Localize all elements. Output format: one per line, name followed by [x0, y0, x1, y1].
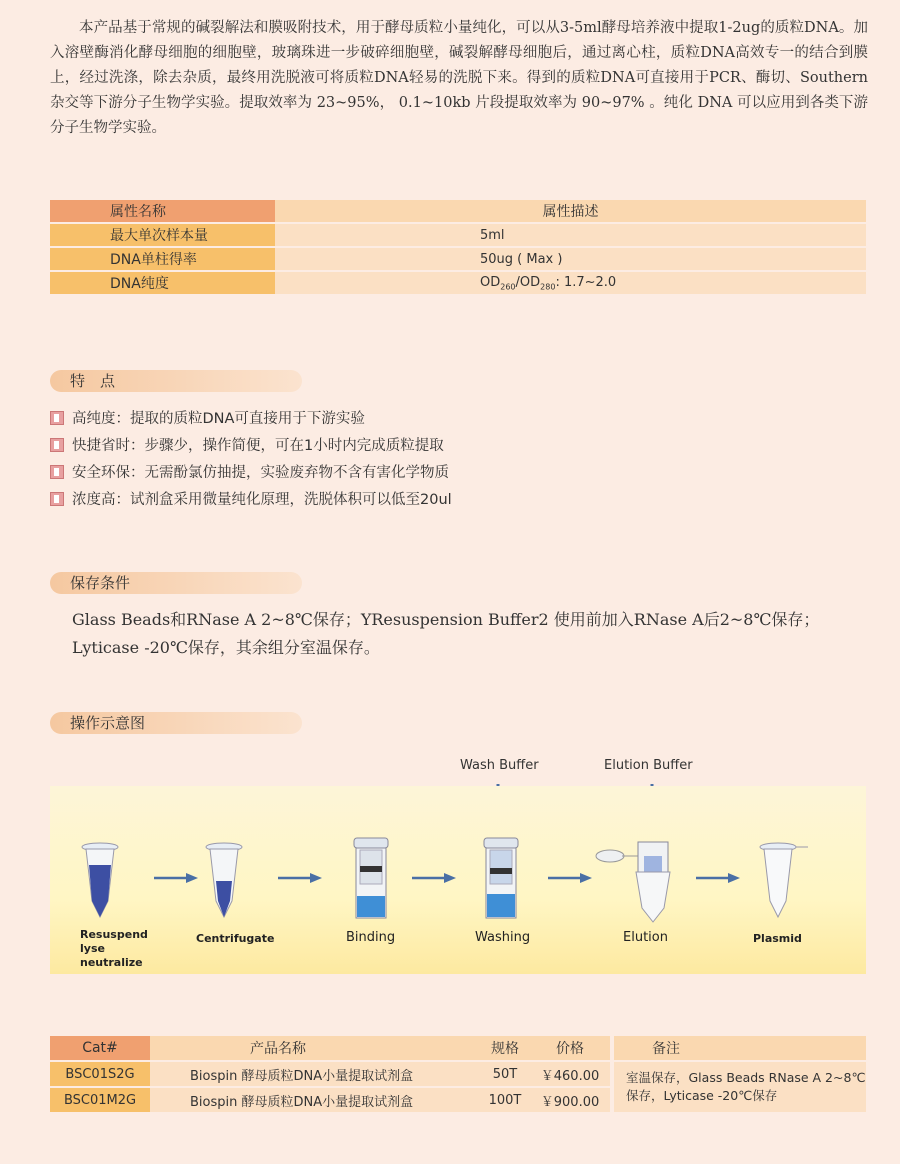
feature-item: 高纯度：提取的质粒DNA可直接用于下游实验 — [50, 410, 365, 428]
features-heading: 特 点 — [50, 370, 302, 392]
product-spec: 50T — [480, 1062, 530, 1086]
product-header-row — [50, 1036, 866, 1060]
tube-icon — [78, 841, 128, 921]
operation-diagram — [50, 786, 866, 974]
header-product-name: 产品名称 — [150, 1036, 480, 1060]
properties-row — [50, 248, 866, 270]
property-name: DNA单柱得率 — [50, 248, 275, 270]
bullet-icon — [50, 411, 64, 425]
intro-paragraph: 本产品基于常规的碱裂解法和膜吸附技术，用于酵母质粒小量纯化，可以从3-5ml酵母培养液中提取1-2ug的质粒DNA。加入溶壁酶消化酵母细胞的细胞壁，玻璃珠进一步破碎细胞壁，碱裂解酵母细胞后，通过离心柱，质粒DNA高效专一的结合到膜上，经过洗涤，除去杂质，最终用洗脱液可将质粒DNA轻易的洗脱下来。得到的质粒DNA可直接用于PCR、酶切、Southern杂交等下游分子生物学实验。提取效率为 23~95%， 0.1~10kb 片段提取效率为 90~97% 。纯化 DNA 可以应用到各类下游分子生物学实验。 — [50, 20, 868, 136]
product-price: ￥900.00 — [530, 1088, 614, 1112]
properties-header-name: 属性名称 — [50, 200, 275, 222]
header-cat: Cat# — [50, 1036, 150, 1060]
arrow-icon — [412, 871, 456, 885]
properties-header-desc: 属性描述 — [275, 200, 866, 222]
product-spec: 100T — [480, 1088, 530, 1112]
product-cat: BSC01M2G — [50, 1088, 150, 1112]
header-price: 价格 — [530, 1036, 614, 1060]
product-note: 室温保存，Glass Beads RNase A 2~8℃保存，Lyticase -20℃保存 — [614, 1062, 866, 1112]
arrow-icon — [154, 871, 198, 885]
feature-item: 快捷省时：步骤少，操作简便，可在1小时内完成质粒提取 — [50, 437, 444, 455]
storage-line: Lyticase -20℃保存，其余组分室温保存。 — [72, 638, 380, 657]
product-table — [50, 1034, 866, 1114]
property-value: $OD_{260}/OD_{280}$: 1.7~2.0 — [275, 272, 866, 294]
product-name: Biospin 酵母质粒DNA小量提取试剂盒 — [150, 1062, 480, 1086]
feature-item: 安全环保：无需酚氯仿抽提，实验废弃物不含有害化学物质 — [50, 464, 449, 482]
step-label-washing: Washing — [475, 930, 531, 945]
header-spec: 规格 — [480, 1036, 530, 1060]
properties-row — [50, 224, 866, 246]
bullet-icon — [50, 465, 64, 479]
storage-heading: 保存条件 — [50, 572, 302, 594]
storage-line: Glass Beads和RNase A 2~8℃保存；YResuspension Buffer2 使用前加入RNase A后2~8℃保存； — [72, 610, 820, 629]
product-row — [50, 1062, 866, 1086]
property-value: 50ug ( Max ) — [275, 248, 866, 270]
step-label-centrifugate: Centrifugate — [196, 932, 275, 945]
product-price: ￥460.00 — [530, 1062, 614, 1086]
header-note: 备注 — [614, 1036, 866, 1060]
step-label-elution: Elution — [623, 930, 668, 945]
spin-column-icon — [350, 836, 394, 926]
step-label-resuspend: Resuspend lyse neutralize — [80, 928, 148, 969]
property-value: 5ml — [275, 224, 866, 246]
feature-item: 浓度高：试剂盒采用微量纯化原理，洗脱体积可以低至20ul — [50, 491, 452, 509]
arrow-icon — [696, 871, 740, 885]
tube-icon — [202, 841, 252, 921]
bullet-icon — [50, 492, 64, 506]
elution-tube-icon — [592, 836, 682, 926]
properties-row — [50, 272, 866, 294]
property-name: 最大单次样本量 — [50, 224, 275, 246]
arrow-icon — [548, 871, 592, 885]
step-label-plasmid: Plasmid — [753, 932, 802, 945]
elution-buffer-label: Elution Buffer — [604, 758, 693, 773]
properties-header-row — [50, 200, 866, 222]
properties-table — [50, 198, 866, 296]
bullet-icon — [50, 438, 64, 452]
product-cat: BSC01S2G — [50, 1062, 150, 1086]
diagram-heading: 操作示意图 — [50, 712, 302, 734]
storage-text — [72, 606, 872, 662]
arrow-icon — [278, 871, 322, 885]
spin-column-icon — [480, 836, 524, 926]
product-name: Biospin 酵母质粒DNA小量提取试剂盒 — [150, 1088, 480, 1112]
wash-buffer-label: Wash Buffer — [460, 758, 539, 773]
property-name: DNA纯度 — [50, 272, 275, 294]
step-label-binding: Binding — [346, 930, 396, 945]
tube-icon — [756, 841, 812, 921]
